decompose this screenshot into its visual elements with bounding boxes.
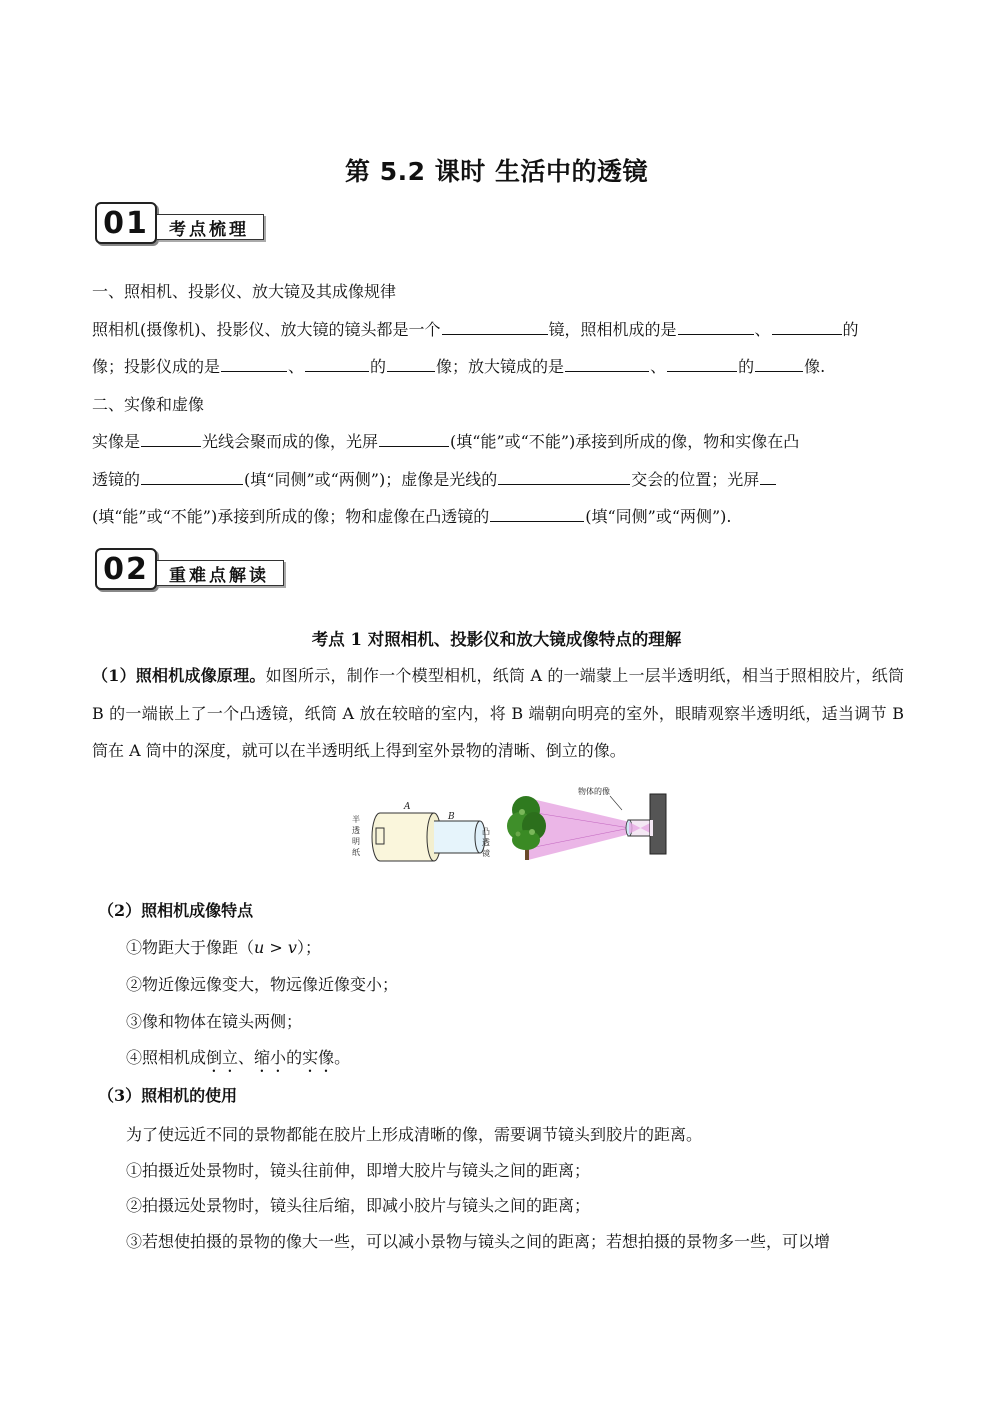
section-badge-01 bbox=[95, 202, 264, 244]
usage-label: （3）照相机的使用 bbox=[98, 1086, 238, 1105]
fill-blank[interactable] bbox=[490, 520, 584, 522]
feature-item-4: ④照相机成倒立、缩小的实像。 bbox=[126, 1048, 351, 1067]
usage-item-2: ②拍摄远处景物时，镜头往后缩，即减小胶片与镜头之间的距离； bbox=[126, 1196, 591, 1215]
math-u-gt-v: u > v bbox=[254, 938, 297, 957]
fill-blank[interactable] bbox=[305, 370, 369, 372]
part2-line2: 透镜的 (填“同侧”或“两侧”)；虚像是光线的 交会的位置；光屏 bbox=[92, 461, 904, 499]
fill-blank[interactable] bbox=[442, 333, 548, 335]
camera-model-figure bbox=[348, 782, 670, 864]
label-lens-3: 镜 bbox=[482, 849, 490, 858]
label-b: B bbox=[448, 812, 455, 822]
fill-blank[interactable] bbox=[678, 333, 754, 335]
fill-blank[interactable] bbox=[760, 483, 776, 485]
part2-heading: 二、实像和虚像 bbox=[92, 394, 205, 414]
fill-blank[interactable] bbox=[141, 445, 201, 447]
fill-blank[interactable] bbox=[379, 445, 449, 447]
part1-block bbox=[92, 273, 904, 536]
feature-item-3: ③像和物体在镜头两侧； bbox=[126, 1012, 303, 1031]
label-semi-2: 透 bbox=[352, 826, 360, 835]
feature-item-2: ②物近像远像变大，物远像近像变小； bbox=[126, 975, 399, 994]
principle-label: （1）照相机成像原理。 bbox=[92, 666, 266, 685]
tube-b-body bbox=[434, 821, 480, 853]
fill-blank[interactable] bbox=[667, 370, 737, 372]
section-label: 考点梳理 bbox=[157, 214, 264, 240]
part1-line2: 像；投影仪成的是 、 的 像；放大镜成的是 、 的 像. bbox=[92, 357, 826, 376]
feature-item-1: ①物距大于像距（u > v）； bbox=[126, 938, 321, 957]
kaodian-heading: 考点 1 对照相机、投影仪和放大镜成像特点的理解 bbox=[311, 630, 682, 649]
usage-item-1: ①拍摄近处景物时，镜头往前伸，即增大胶片与镜头之间的距离； bbox=[126, 1161, 591, 1180]
label-image: 物体的像 bbox=[578, 787, 610, 796]
label-a: A bbox=[404, 802, 411, 812]
part1-heading: 一、照相机、投影仪、放大镜及其成像规律 bbox=[92, 282, 397, 301]
label-semi-4: 纸 bbox=[352, 848, 360, 857]
label-lens-1: 凸 bbox=[482, 827, 490, 836]
page-title: 第 5.2 课时 生活中的透镜 bbox=[345, 157, 648, 186]
camera-body bbox=[626, 794, 666, 854]
part2-line1: 实像是 光线会聚而成的像，光屏 (填“能”或“不能”)承接到所成的像，物和实像在凸 bbox=[92, 432, 800, 451]
fill-blank[interactable] bbox=[141, 483, 243, 485]
section-number: 02 bbox=[95, 548, 157, 590]
section-number: 01 bbox=[95, 202, 157, 244]
part1-line1: 照相机(摄像机)、投影仪、放大镜的镜头都是一个 镜，照相机成的是 、 的 bbox=[92, 319, 859, 339]
label-lens-2: 透 bbox=[482, 838, 490, 847]
fill-blank[interactable] bbox=[565, 370, 649, 372]
section-badge-02 bbox=[95, 548, 284, 590]
usage-item-3: ③若想使拍摄的景物的像大一些，可以减小景物与镜头之间的距离；若想拍摄的景物多一些，可以增 bbox=[126, 1232, 831, 1251]
tube-a-body bbox=[380, 813, 434, 861]
fill-blank[interactable] bbox=[221, 370, 287, 372]
principle-paragraph bbox=[92, 657, 904, 770]
fill-blank[interactable] bbox=[498, 483, 630, 485]
fill-blank[interactable] bbox=[387, 370, 435, 372]
principle-text: 如图所示，制作一个模型相机，纸筒 A 的一端蒙上一层半透明纸，相当于照相胶片，纸筒 B 的一端嵌上了一个凸透镜，纸筒 A 放在较暗的室内，将 B 端朝向明亮的室外，眼睛观察半透明纸，适当调节 B 筒在 A 筒中的深度，就可以在半透明纸上得到室外景物的清晰、倒立的像。 bbox=[92, 666, 904, 760]
fill-blank[interactable] bbox=[772, 333, 842, 335]
section-label: 重难点解读 bbox=[157, 560, 284, 586]
part2-line3: (填“能”或“不能”)承接到所成的像；物和虚像在凸透镜的 (填“同侧”或“两侧”). bbox=[92, 507, 732, 526]
usage-intro: 为了使远近不同的景物都能在胶片上形成清晰的像，需要调节镜头到胶片的距离。 bbox=[126, 1125, 703, 1144]
feature-label: （2）照相机成像特点 bbox=[98, 901, 254, 920]
label-semi-1: 半 bbox=[352, 815, 360, 824]
label-semi-3: 明 bbox=[352, 837, 360, 846]
fill-blank[interactable] bbox=[755, 370, 803, 372]
